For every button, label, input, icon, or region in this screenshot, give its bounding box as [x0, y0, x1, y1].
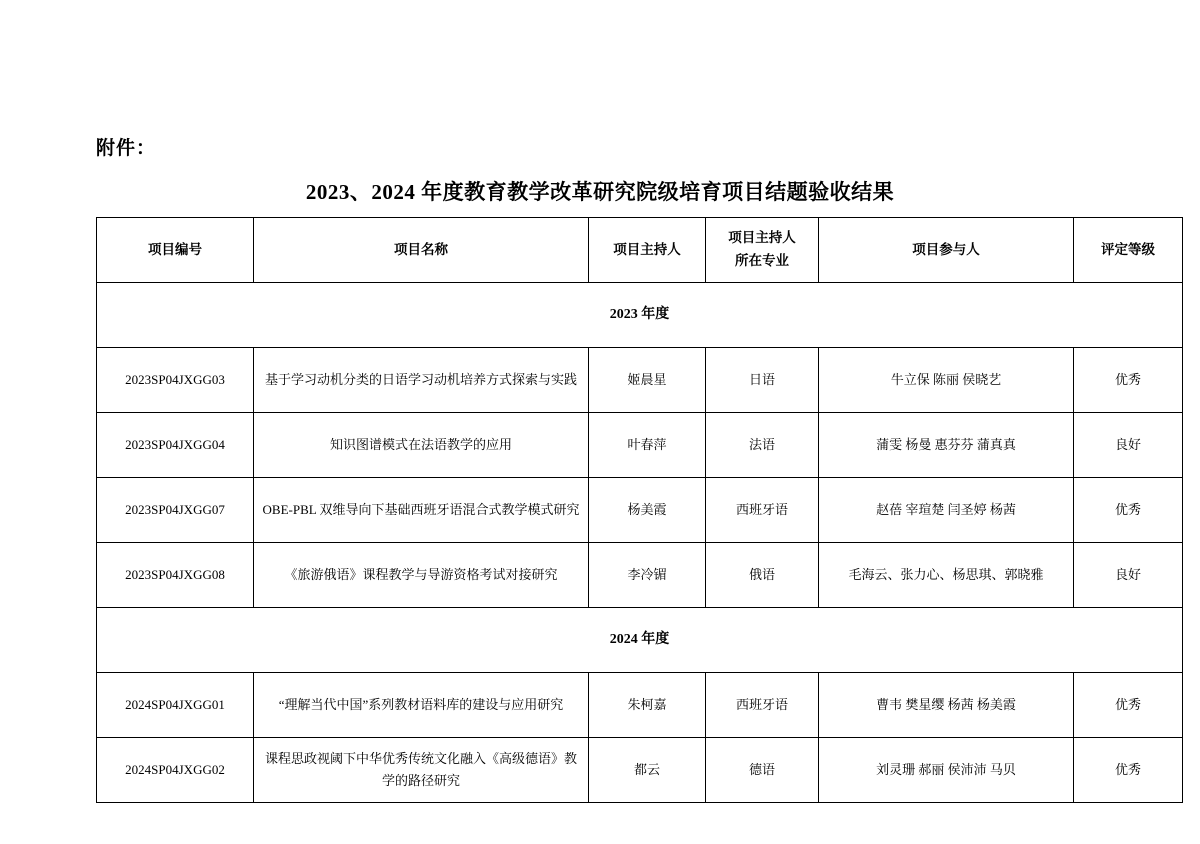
group-header-row: [97, 608, 1183, 673]
group-header-row: [97, 283, 1183, 348]
cell-leader-major: 德语: [706, 738, 819, 803]
table-row: [97, 543, 1183, 608]
cell-grade: 优秀: [1074, 478, 1183, 543]
table-row: [97, 738, 1183, 803]
header-leader-major-line2: 所在专业: [735, 253, 789, 268]
page-title: 2023、2024 年度教育教学改革研究院级培育项目结题验收结果: [305, 180, 895, 204]
table-row: [97, 348, 1183, 413]
cell-project-leader: 姬晨星: [589, 348, 706, 413]
table-row: [97, 673, 1183, 738]
header-grade: 评定等级: [1074, 218, 1183, 283]
cell-grade: 优秀: [1074, 673, 1183, 738]
cell-project-code: 2024SP04JXGG02: [97, 738, 254, 803]
cell-leader-major: 日语: [706, 348, 819, 413]
cell-project-leader: 朱柯嘉: [589, 673, 706, 738]
cell-leader-major: 俄语: [706, 543, 819, 608]
cell-project-leader: 都云: [589, 738, 706, 803]
cell-grade: 良好: [1074, 413, 1183, 478]
cell-project-members: 毛海云、张力心、杨思琪、郭晓雅: [819, 543, 1074, 608]
cell-project-members: 刘灵珊 郝丽 侯沛沛 马贝: [819, 738, 1074, 803]
cell-project-leader: 李冷镅: [589, 543, 706, 608]
cell-project-leader: 叶春萍: [589, 413, 706, 478]
header-project-name: 项目名称: [254, 218, 589, 283]
cell-grade: 良好: [1074, 543, 1183, 608]
cell-project-members: 曹韦 樊星缨 杨茜 杨美霞: [819, 673, 1074, 738]
attachment-label: 附件：: [96, 138, 157, 159]
header-leader-major-line1: 项目主持人: [728, 230, 796, 246]
group-label-2024: 2024 年度: [97, 608, 1183, 673]
cell-project-code: 2024SP04JXGG01: [97, 673, 254, 738]
cell-leader-major: 法语: [706, 413, 819, 478]
cell-project-code: 2023SP04JXGG03: [97, 348, 254, 413]
table-row: [97, 478, 1183, 543]
cell-project-code: 2023SP04JXGG04: [97, 413, 254, 478]
cell-leader-major: 西班牙语: [706, 478, 819, 543]
cell-leader-major: 西班牙语: [706, 673, 819, 738]
cell-project-code: 2023SP04JXGG08: [97, 543, 254, 608]
cell-project-members: 牛立保 陈丽 侯晓艺: [819, 348, 1074, 413]
cell-project-name: OBE-PBL 双维导向下基础西班牙语混合式教学模式研究: [254, 478, 589, 543]
header-leader-major: [706, 218, 819, 283]
header-project-code: 项目编号: [97, 218, 254, 283]
cell-project-code: 2023SP04JXGG07: [97, 478, 254, 543]
table-header-row: [97, 218, 1183, 283]
header-project-members: 项目参与人: [819, 218, 1074, 283]
cell-project-name: “理解当代中国”系列教材语料库的建设与应用研究: [254, 673, 589, 738]
table-body: [97, 283, 1183, 803]
cell-grade: 优秀: [1074, 348, 1183, 413]
cell-project-name: 《旅游俄语》课程教学与导游资格考试对接研究: [254, 543, 589, 608]
cell-project-name: 基于学习动机分类的日语学习动机培养方式探索与实践: [254, 348, 589, 413]
cell-project-members: 蒲雯 杨曼 惠芬芬 蒲真真: [819, 413, 1074, 478]
group-label-2023: 2023 年度: [97, 283, 1183, 348]
cell-project-leader: 杨美霞: [589, 478, 706, 543]
table-row: [97, 413, 1183, 478]
header-project-leader: 项目主持人: [589, 218, 706, 283]
cell-grade: 优秀: [1074, 738, 1183, 803]
cell-project-name: 知识图谱模式在法语教学的应用: [254, 413, 589, 478]
cell-project-name: 课程思政视阈下中华优秀传统文化融入《高级德语》教学的路径研究: [254, 738, 589, 803]
results-table: [96, 217, 1183, 803]
cell-project-members: 赵蓓 宰瑄楚 闫圣婷 杨茜: [819, 478, 1074, 543]
